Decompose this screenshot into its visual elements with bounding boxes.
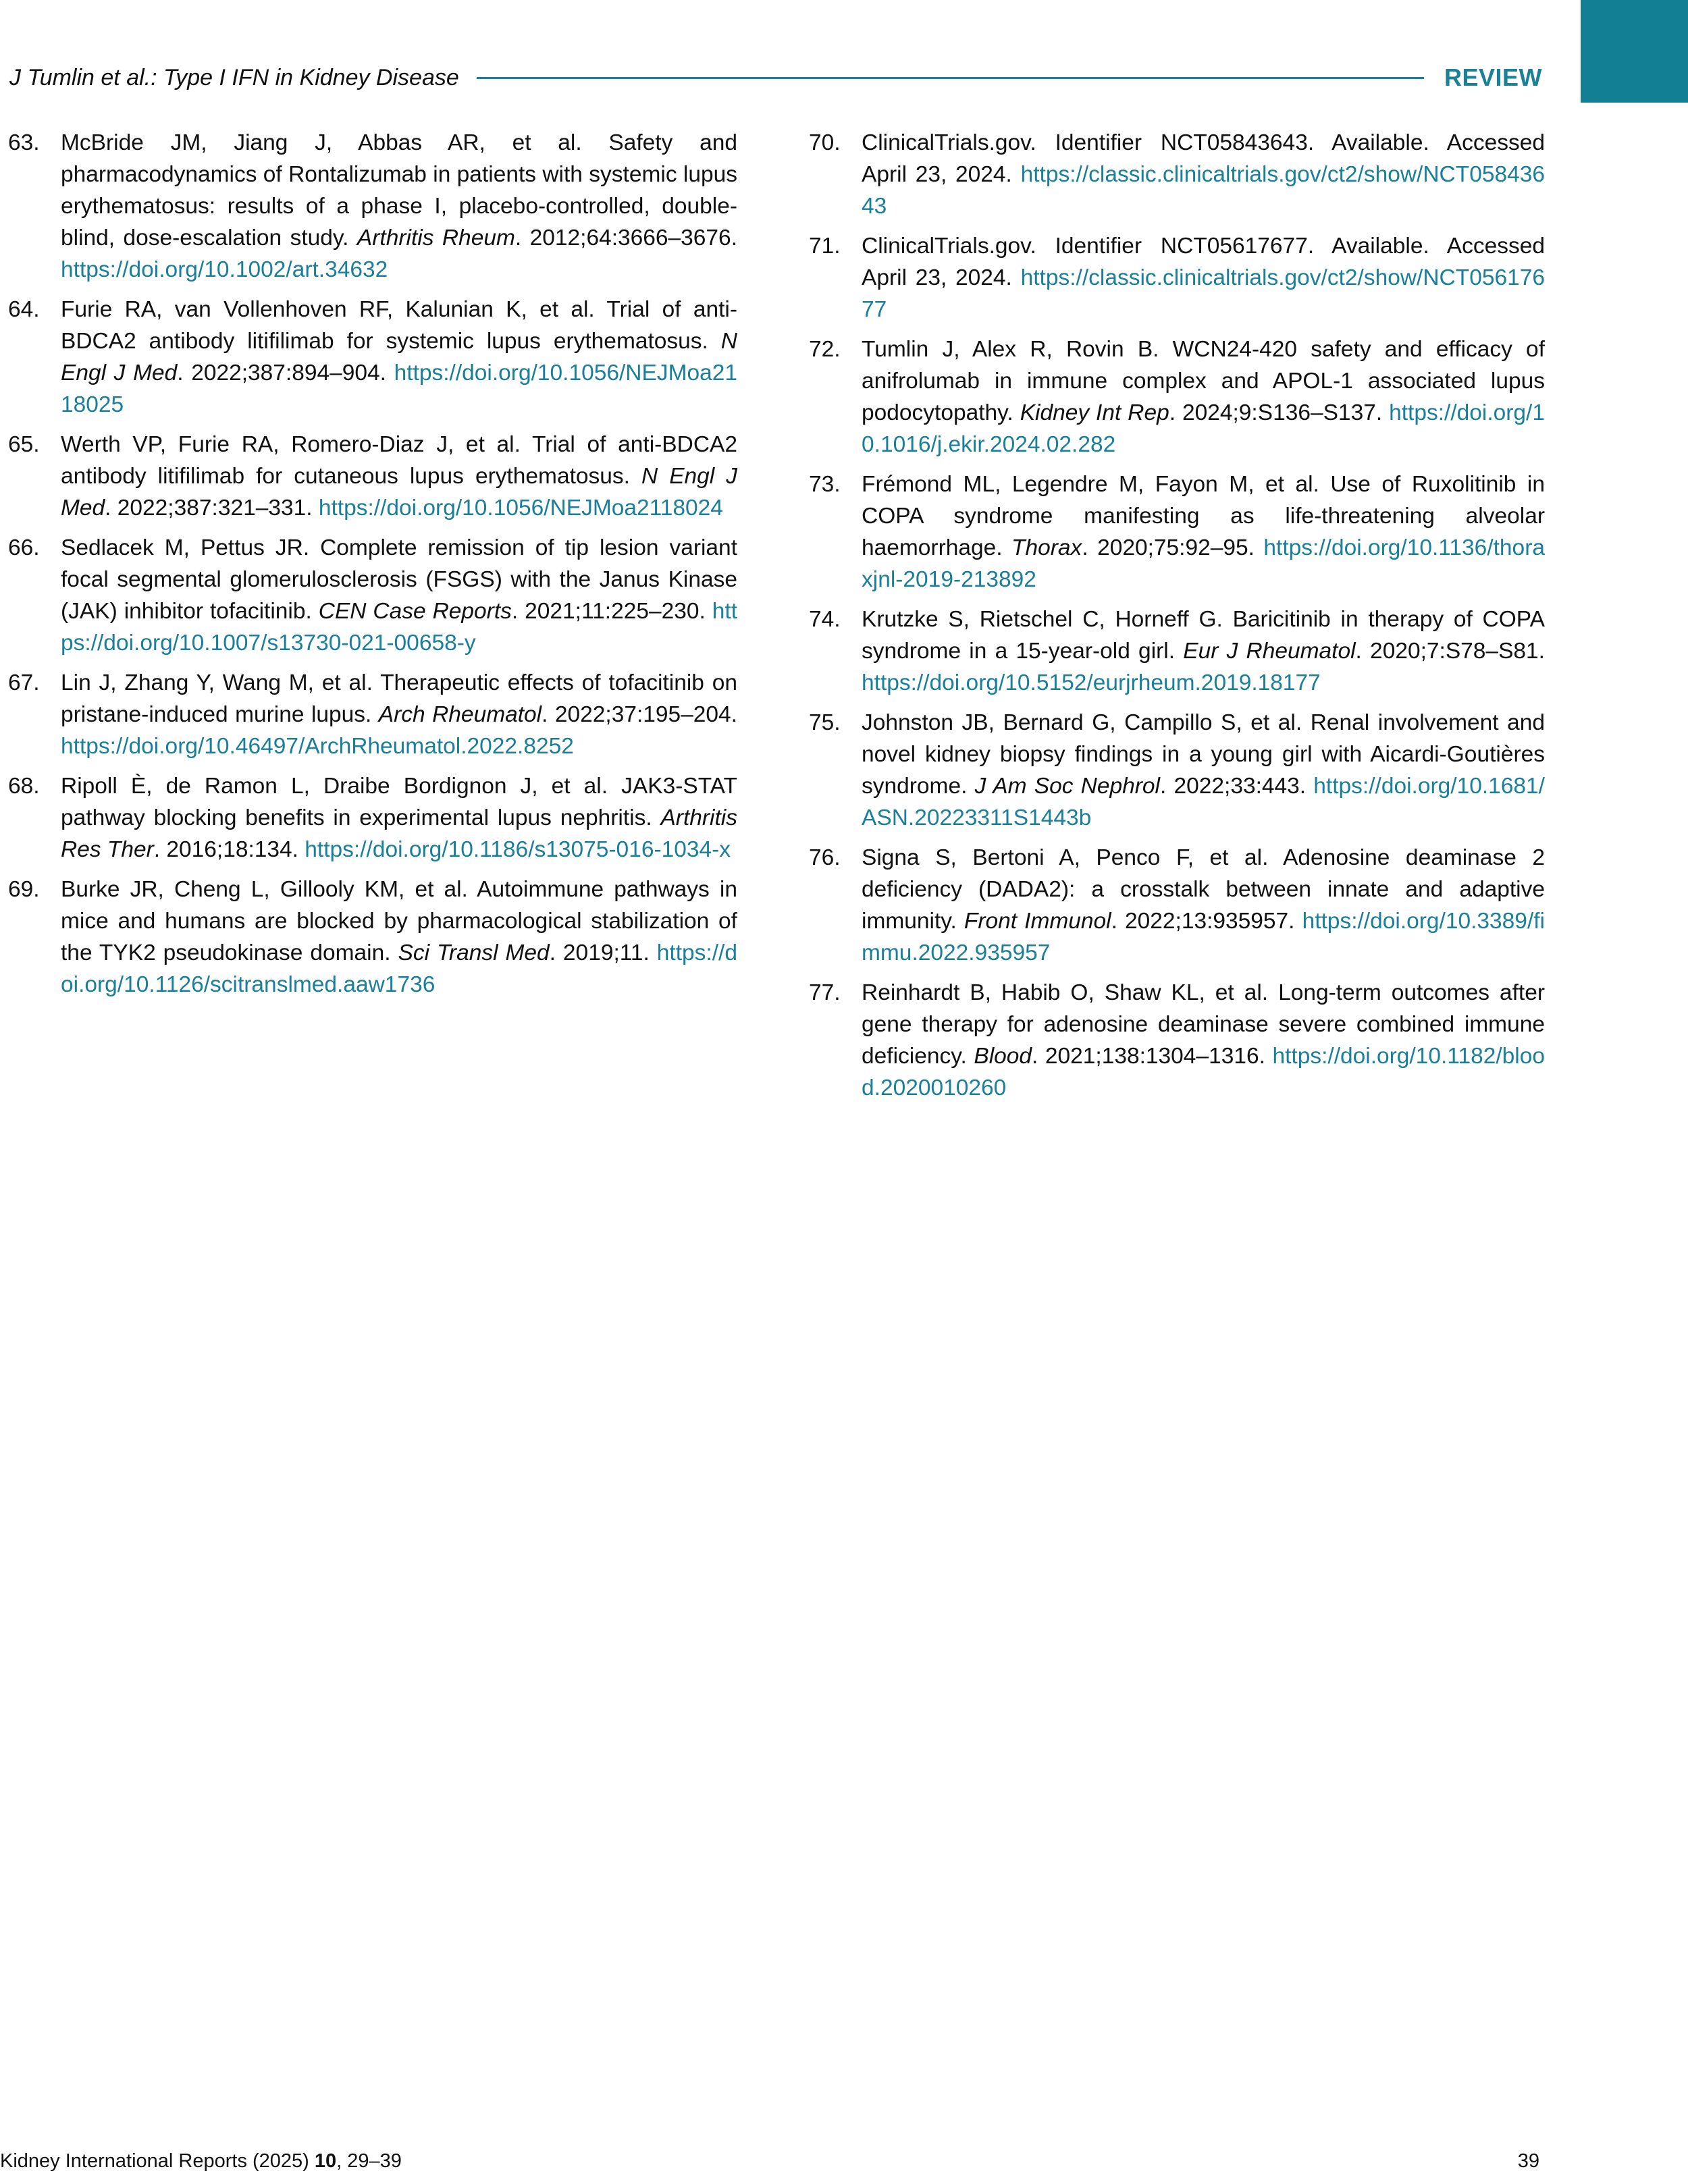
reference-journal: Arthritis Res Ther <box>61 805 737 862</box>
reference-authors-title: Ripoll È, de Ramon L, Draibe Bordignon J, et al. JAK3-STAT pathway blocking benefits in experimental lupus nephritis. <box>61 774 737 830</box>
reference-text <box>862 707 1545 834</box>
reference-authors-title: Frémond ML, Legendre M, Fayon M, et al. Use of Ruxolitinib in COPA syndrome manifesting as life-threatening alveolar haemorrhage. <box>862 472 1545 560</box>
reference-item <box>809 707 1545 834</box>
reference-doi-link[interactable]: https://doi.org/10.46497/ArchRheumatol.2022.8252 <box>61 734 574 759</box>
reference-text <box>61 294 737 421</box>
reference-item <box>809 334 1545 460</box>
reference-details: . 2019;11. <box>549 940 657 965</box>
reference-doi-link[interactable]: https://doi.org/10.1186/s13075-016-1034-x <box>305 837 731 862</box>
page-footer <box>0 2150 1539 2179</box>
reference-journal: Thorax <box>1011 535 1082 560</box>
reference-journal: CEN Case Reports <box>318 599 512 624</box>
reference-text <box>61 667 737 762</box>
reference-authors-title: Tumlin J, Alex R, Rovin B. WCN24-420 safety and efficacy of anifrolumab in immune complex and APOL-1 associated lupus podocytopathy. <box>862 337 1545 425</box>
reference-number: 74. <box>809 607 841 632</box>
reference-number: 72. <box>809 337 841 362</box>
reference-authors-title: Signa S, Bertoni A, Penco F, et al. Adenosine deaminase 2 deficiency (DADA2): a crosstalk between innate and adaptive immunity. <box>862 845 1545 934</box>
reference-journal: Arch Rheumatol <box>378 702 542 727</box>
reference-details: . 2021;138:1304–1316. <box>1032 1044 1273 1069</box>
reference-authors-title: Burke JR, Cheng L, Gillooly KM, et al. Autoimmune pathways in mice and humans are blocked by pharmacological stabilization of the TYK2 pseudokinase domain. <box>61 877 737 965</box>
reference-number: 65. <box>8 432 40 457</box>
reference-journal: Blood <box>974 1044 1032 1069</box>
header-rule <box>477 77 1424 79</box>
reference-details: . 2022;387:894–904. <box>177 361 394 385</box>
reference-details: . 2022;13:935957. <box>1111 909 1302 934</box>
reference-item <box>809 977 1545 1104</box>
footer-citation <box>0 2150 402 2173</box>
reference-item <box>809 469 1545 595</box>
reference-authors-title: Furie RA, van Vollenhoven RF, Kalunian K, et al. Trial of anti-BDCA2 antibody litifilimab for systemic lupus erythematosus. <box>61 297 737 354</box>
reference-text <box>61 770 737 865</box>
reference-doi-link[interactable]: https://doi.org/10.1056/NEJMoa2118024 <box>318 496 723 521</box>
reference-details: . 2022;33:443. <box>1159 774 1314 799</box>
reference-number: 68. <box>8 774 40 799</box>
reference-authors-title: Johnston JB, Bernard G, Campillo S, et al. Renal involvement and novel kidney biopsy findings in a young girl with Aicardi-Goutières syndrome. <box>862 710 1545 799</box>
reference-details: . 2016;18:134. <box>153 837 305 862</box>
reference-item <box>8 770 737 865</box>
reference-authors-title: McBride JM, Jiang J, Abbas AR, et al. Safety and pharmacodynamics of Rontalizumab in patients with systemic lupus erythematosus: results of a phase I, placebo-controlled, double-blind, dose-escalation study. <box>61 130 737 250</box>
reference-item <box>8 532 737 659</box>
references-column-right <box>809 127 1545 1112</box>
reference-number: 73. <box>809 472 841 497</box>
reference-doi-link[interactable]: https://classic.clinicaltrials.gov/ct2/show/NCT05843643 <box>862 162 1545 219</box>
reference-text <box>862 230 1545 325</box>
reference-item <box>809 842 1545 969</box>
reference-journal: Front Immunol <box>964 909 1111 934</box>
reference-item <box>809 230 1545 325</box>
reference-doi-link[interactable]: https://doi.org/10.1016/j.ekir.2024.02.282 <box>862 400 1545 457</box>
reference-authors-title: Lin J, Zhang Y, Wang M, et al. Therapeutic effects of tofacitinib on pristane-induced murine lupus. <box>61 670 737 727</box>
reference-doi-link[interactable]: https://classic.clinicaltrials.gov/ct2/show/NCT05617677 <box>862 265 1545 322</box>
reference-doi-link[interactable]: https://doi.org/10.1182/blood.2020010260 <box>862 1044 1545 1100</box>
reference-journal: N Engl J Med <box>61 464 738 521</box>
reference-text <box>862 842 1545 969</box>
reference-journal: Arthritis Rheum <box>357 225 515 250</box>
reference-item <box>8 667 737 762</box>
reference-details: . 2022;387:321–331. <box>105 496 319 521</box>
reference-text <box>61 127 737 286</box>
reference-number: 66. <box>8 535 40 560</box>
reference-details: . 2020;7:S78–S81. <box>1355 639 1545 664</box>
reference-journal: N Engl J Med <box>61 329 737 385</box>
reference-text <box>61 429 737 524</box>
reference-authors-title: Werth VP, Furie RA, Romero-Diaz J, et al. Trial of anti-BDCA2 antibody litifilimab for cutaneous lupus erythematosus. <box>61 432 737 489</box>
reference-details: . 2012;64:3666–3676. <box>515 225 737 250</box>
reference-authors-title: ClinicalTrials.gov. Identifier NCT05617677. Available. Accessed April 23, 2024. <box>862 234 1545 290</box>
reference-text <box>862 334 1545 460</box>
reference-item <box>809 604 1545 699</box>
running-header <box>9 62 1542 93</box>
reference-authors-title: Krutzke S, Rietschel C, Horneff G. Baricitinib in therapy of COPA syndrome in a 15-year-old girl. <box>862 607 1545 664</box>
reference-item <box>8 874 737 1001</box>
reference-text <box>61 532 737 659</box>
reference-number: 70. <box>809 130 841 155</box>
reference-authors-title: ClinicalTrials.gov. Identifier NCT05843643. Available. Accessed April 23, 2024. <box>862 130 1545 187</box>
reference-item <box>8 429 737 524</box>
reference-item <box>809 127 1545 222</box>
reference-doi-link[interactable]: https://doi.org/10.1136/thoraxjnl-2019-213892 <box>862 535 1545 592</box>
reference-details: . 2022;37:195–204. <box>542 702 737 727</box>
reference-number: 67. <box>8 670 40 695</box>
reference-number: 75. <box>809 710 841 735</box>
reference-journal: Sci Transl Med <box>398 940 550 965</box>
reference-details: . 2024;9:S136–S137. <box>1169 400 1390 425</box>
reference-doi-link[interactable]: https://doi.org/10.1056/NEJMoa2118025 <box>61 361 737 417</box>
reference-journal: Eur J Rheumatol <box>1183 639 1356 664</box>
reference-authors-title: Reinhardt B, Habib O, Shaw KL, et al. Long-term outcomes after gene therapy for adenosine deaminase severe combined immune deficiency. <box>862 980 1545 1069</box>
footer-pages: , 29–39 <box>336 2150 402 2172</box>
reference-journal: J Am Soc Nephrol <box>974 774 1160 799</box>
reference-doi-link[interactable]: https://doi.org/10.3389/fimmu.2022.935957 <box>862 909 1546 965</box>
footer-volume: 10 <box>314 2150 337 2172</box>
reference-text <box>61 874 737 1001</box>
references-column-left <box>8 127 737 1009</box>
page-number: 39 <box>1517 2150 1539 2172</box>
reference-doi-link[interactable]: https://doi.org/10.1007/s13730-021-00658-y <box>61 599 737 656</box>
reference-doi-link[interactable]: https://doi.org/10.1002/art.34632 <box>61 257 388 282</box>
reference-number: 76. <box>809 845 841 870</box>
reference-text <box>862 604 1545 699</box>
reference-doi-link[interactable]: https://doi.org/10.5152/eurjrheum.2019.18177 <box>862 670 1321 695</box>
reference-doi-link[interactable]: https://doi.org/10.1681/ASN.20223311S1443b <box>862 774 1545 830</box>
reference-text <box>862 469 1545 595</box>
reference-details: . 2021;11:225–230. <box>511 599 712 624</box>
reference-text <box>862 127 1545 222</box>
reference-number: 64. <box>8 297 40 322</box>
section-color-tab <box>1581 0 1688 103</box>
reference-number: 71. <box>809 234 841 259</box>
running-title: J Tumlin et al.: Type I IFN in Kidney Disease <box>9 64 459 90</box>
reference-number: 63. <box>8 130 40 155</box>
reference-number: 77. <box>809 980 841 1005</box>
reference-doi-link[interactable]: https://doi.org/10.1126/scitranslmed.aaw1736 <box>61 940 737 997</box>
reference-item <box>8 294 737 421</box>
reference-authors-title: Sedlacek M, Pettus JR. Complete remission of tip lesion variant focal segmental glomerulosclerosis (FSGS) with the Janus Kinase (JAK) inhibitor tofacitinib. <box>61 535 737 624</box>
reference-text <box>862 977 1545 1104</box>
section-label: REVIEW <box>1444 63 1542 91</box>
reference-number: 69. <box>8 877 40 902</box>
reference-item <box>8 127 737 286</box>
reference-journal: Kidney Int Rep <box>1020 400 1169 425</box>
reference-details: . 2020;75:92–95. <box>1082 535 1264 560</box>
footer-journal: Kidney International Reports (2025) <box>0 2150 315 2172</box>
